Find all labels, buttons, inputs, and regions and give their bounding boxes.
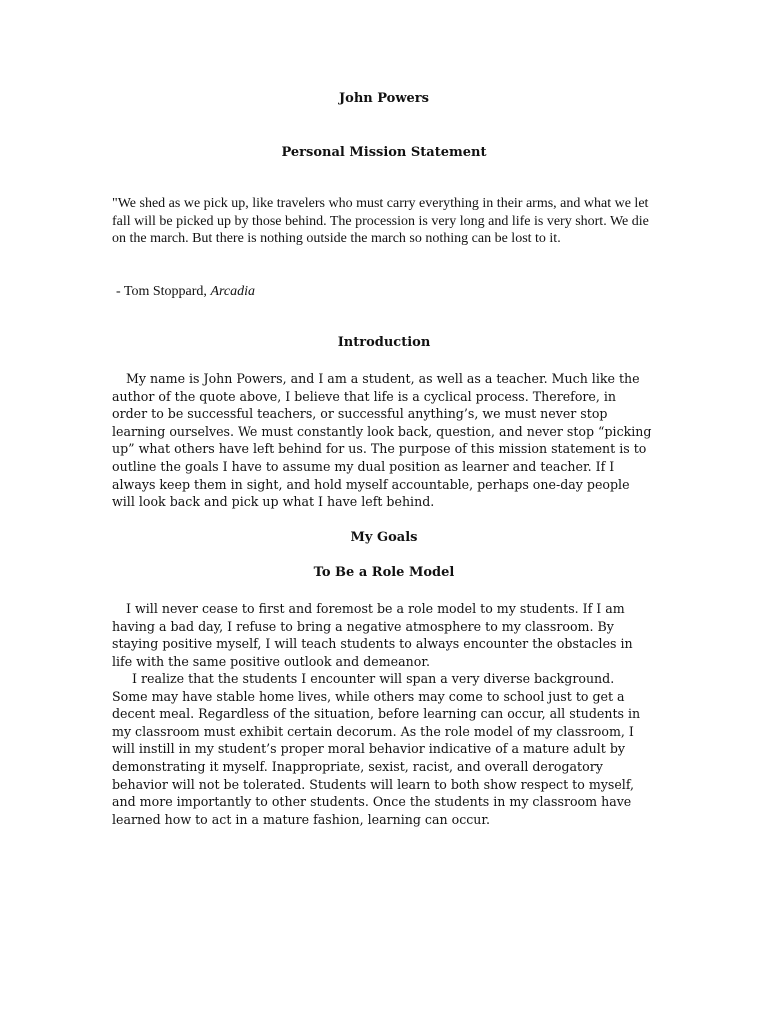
author-name: John Powers [339, 91, 429, 106]
role-model-paragraph-2: I realize that the students I encounter will span a very diverse background. Some may have stable home lives, while others may come to school just to get a decent meal. Regardless of the situation, before learning can occur, all students in my classroom must exhibit certain decorum. As the role model of my classroom, I will instill in my student’s proper moral behavior indicative of a mature adult by demonstrating it myself. Inappropriate, sexist, racist, and overall derogatory behavior will not be tolerated. Students will learn to both show respect to myself, and more importantly to other students. Once the students in my classroom have learned how to act in a mature fashion, learning can occur. [112, 671, 641, 827]
document-title: Personal Mission Statement [281, 145, 487, 160]
goals-heading: My Goals [350, 530, 418, 545]
attribution-prefix: - Tom Stoppard, [116, 284, 211, 299]
introduction-heading: Introduction [337, 335, 431, 350]
attribution-work: Arcadia [210, 284, 256, 299]
epigraph-quote: "We shed as we pick up, like travelers who must carry everything in their arms, and what we let fall will be picked up by those behind. The procession is very long and life is very short. We die on the march. But there is nothing outside the march so nothing can be lost to it. [112, 196, 649, 246]
introduction-paragraph: My name is John Powers, and I am a student, as well as a teacher. Much like the author of the quote above, I believe that life is a cyclical process. Therefore, in order to be successful teachers, or successful anything’s, we must never stop learning ourselves. We must constantly look back, question, and never stop “picking up” what others have left behind for us. The purpose of this mission statement is to outline the goals I have to assume my dual position as learner and teacher. If I always keep them in sight, and hold myself accountable, perhaps one-day people will look back and pick up what I have left behind. [112, 371, 652, 510]
role-model-heading: To Be a Role Model [313, 565, 455, 580]
role-model-paragraph-1: I will never cease to first and foremost be a role model to my students. If I am having a bad day, I refuse to bring a negative atmosphere to my classroom. By staying positive myself, I will teach students to always encounter the obstacles in life with the same positive outlook and demeanor. [112, 601, 633, 669]
epigraph-attribution [116, 284, 255, 300]
